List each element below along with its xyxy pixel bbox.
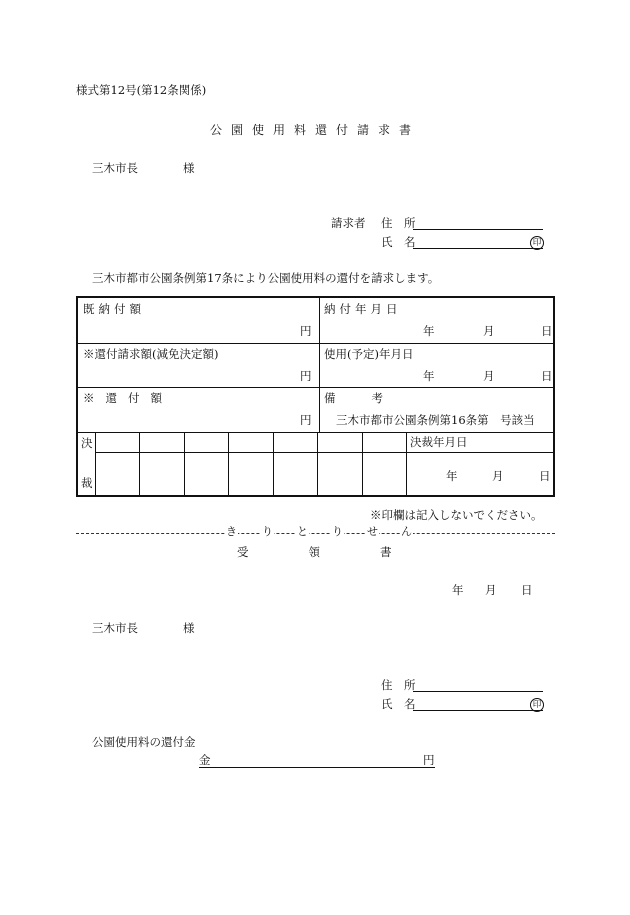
- cut-char: り: [262, 525, 273, 538]
- day-unit: 日: [541, 324, 553, 338]
- cut-char: ん: [401, 525, 412, 538]
- intro-text: 三木市都市公園条例第17条により公園使用料の還付を請求します。: [92, 271, 440, 285]
- claimant-label: 請求者: [331, 216, 366, 230]
- cut-line: [76, 533, 555, 534]
- refund-label: 公園使用料の還付金: [92, 735, 196, 749]
- table-row-divider: [78, 387, 553, 388]
- yen-unit: 円: [300, 369, 312, 383]
- table-row-divider: [78, 432, 553, 433]
- refund-request-table: [76, 296, 555, 497]
- usage-date-label: 使用(予定)年月日: [324, 347, 414, 361]
- approval-date-label: 決裁年月日: [410, 435, 468, 449]
- approval-divider: [95, 432, 96, 495]
- month-unit: 月: [483, 324, 495, 338]
- addressee-honorific: 様: [183, 161, 195, 175]
- refund-amount-field[interactable]: [199, 767, 435, 768]
- kin-label: 金: [199, 753, 211, 767]
- claimant-address-field[interactable]: [413, 229, 543, 230]
- approval-divider: [273, 432, 274, 495]
- receipt-name-label: 氏 名: [381, 697, 416, 711]
- day-unit: 日: [541, 369, 553, 383]
- form-code: 様式第12号(第12条関係): [76, 83, 207, 97]
- receipt-yen-unit: 円: [423, 753, 435, 767]
- refund-request-label: ※還付請求額(減免決定額): [83, 347, 219, 361]
- approval-divider: [184, 432, 185, 495]
- receipt-seal-mark: 印: [530, 698, 544, 712]
- claimant-address-label: 住 所: [381, 216, 416, 230]
- approval-divider: [228, 432, 229, 495]
- receipt-address-field[interactable]: [413, 691, 543, 692]
- receipt-address-label: 住 所: [381, 678, 416, 692]
- page-title: 公園使用料還付請求書: [209, 123, 420, 137]
- yen-unit: 円: [300, 413, 312, 427]
- receipt-year-unit: 年: [452, 583, 464, 597]
- claimant-name-label: 氏 名: [381, 235, 416, 249]
- remarks-text: 三木市都市公園条例第16条第 号該当: [336, 413, 535, 427]
- approval-divider: [139, 432, 140, 495]
- cut-char: り: [332, 525, 343, 538]
- table-row-divider: [78, 343, 553, 344]
- year-unit: 年: [446, 469, 458, 483]
- paid-amount-label: 既納付額: [83, 302, 145, 316]
- refund-amount-label: ※還付額: [83, 391, 173, 405]
- receipt-day-unit: 日: [521, 583, 533, 597]
- table-column-divider: [319, 298, 320, 432]
- cut-char: せ: [367, 525, 378, 538]
- cut-char: き: [226, 525, 237, 538]
- receipt-title: 受領書: [237, 545, 452, 559]
- approval-divider: [406, 432, 407, 495]
- year-unit: 年: [423, 369, 435, 383]
- cut-char: と: [297, 525, 308, 538]
- approval-label-top: 決: [81, 436, 93, 450]
- approval-row-divider: [95, 452, 553, 453]
- year-unit: 年: [423, 324, 435, 338]
- claimant-name-field[interactable]: [413, 248, 543, 249]
- day-unit: 日: [539, 469, 551, 483]
- seal-mark: 印: [530, 236, 544, 250]
- approval-divider: [317, 432, 318, 495]
- receipt-addressee-honorific: 様: [183, 621, 195, 635]
- month-unit: 月: [483, 369, 495, 383]
- payment-date-label: 納付年月日: [324, 302, 402, 316]
- receipt-addressee-name: 三木市長: [92, 621, 138, 635]
- approval-label-bottom: 裁: [81, 476, 93, 490]
- receipt-name-field[interactable]: [413, 710, 543, 711]
- remarks-label: 備考: [324, 391, 419, 405]
- month-unit: 月: [492, 469, 504, 483]
- approval-divider: [362, 432, 363, 495]
- yen-unit: 円: [300, 324, 312, 338]
- receipt-month-unit: 月: [485, 583, 497, 597]
- note-text: ※印欄は記入しないでください。: [370, 508, 543, 522]
- addressee-name: 三木市長: [92, 161, 138, 175]
